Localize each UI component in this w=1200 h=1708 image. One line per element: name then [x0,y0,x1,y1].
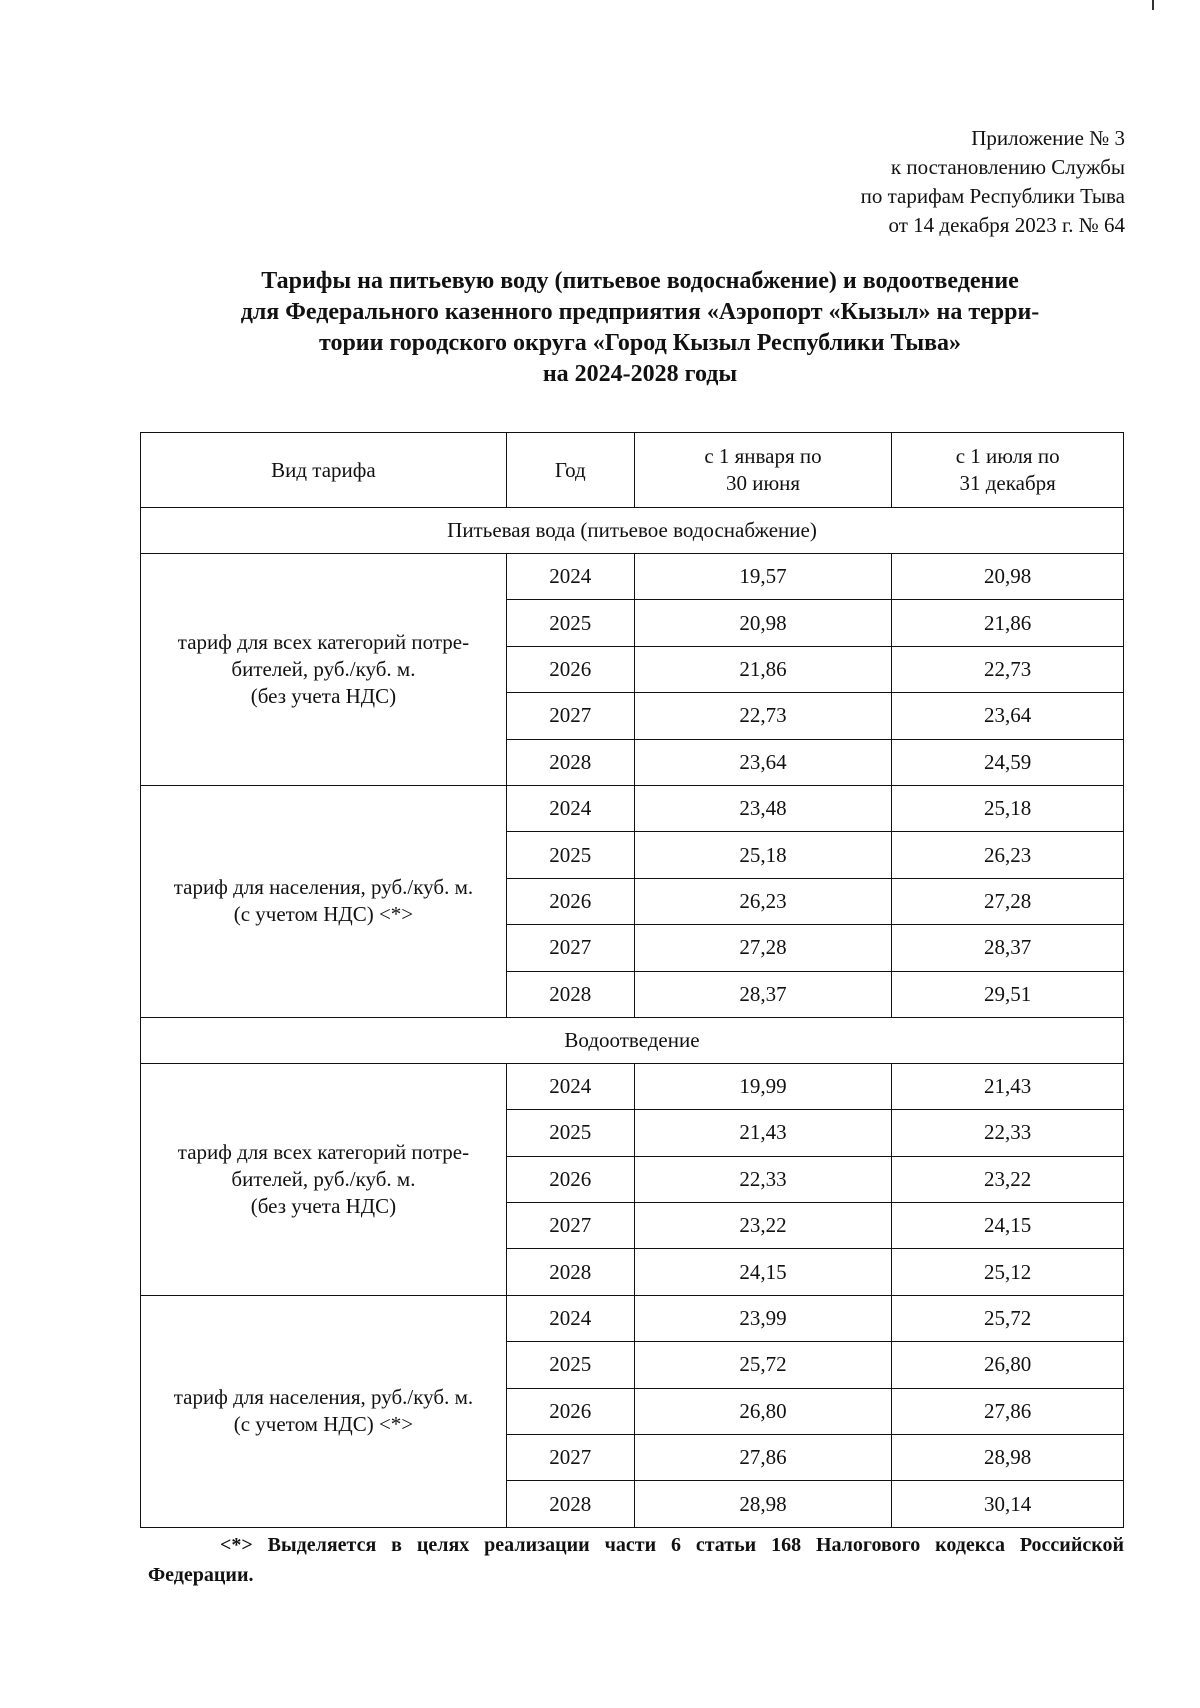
year-cell: 2025 [506,1110,634,1156]
second-half-value-cell: 29,51 [892,971,1124,1017]
document-title [120,266,1160,390]
first-half-value-cell: 20,98 [634,600,892,646]
year-cell: 2028 [506,739,634,785]
header-period-2-line: 31 декабря [959,471,1056,495]
second-half-value-cell: 24,15 [892,1203,1124,1249]
year-cell: 2027 [506,1203,634,1249]
header-period-1-line: с 1 января по [704,444,822,468]
scan-edge-mark [1152,0,1154,10]
appendix-line: к постановлению Службы [890,155,1125,179]
first-half-value-cell: 22,33 [634,1156,892,1202]
tariff-category-line: (без учета НДС) [250,1193,397,1218]
tariff-category-line: бителей, руб./куб. м. [231,656,416,681]
first-half-value-cell: 25,18 [634,832,892,878]
tariff-category-line: тариф для населения, руб./куб. м. [173,875,474,900]
second-half-value-cell: 26,23 [892,832,1124,878]
second-half-value-cell: 30,14 [892,1481,1124,1527]
first-half-value-cell: 25,72 [634,1342,892,1388]
second-half-value-cell: 22,73 [892,646,1124,692]
first-half-value-cell: 27,86 [634,1435,892,1481]
second-half-value-cell: 23,64 [892,693,1124,739]
year-cell: 2028 [506,1249,634,1295]
table-row [141,785,1124,831]
appendix-line: по тарифам Республики Тыва [860,184,1125,208]
second-half-value-cell: 21,43 [892,1063,1124,1109]
second-half-value-cell: 28,37 [892,925,1124,971]
tariff-category-line: (без учета НДС) [250,683,397,708]
year-cell: 2026 [506,646,634,692]
header-year: Год [506,433,634,508]
section-title: Питьевая вода (питьевое водоснабжение) [141,508,1124,554]
first-half-value-cell: 23,99 [634,1295,892,1341]
year-cell: 2025 [506,832,634,878]
year-cell: 2028 [506,971,634,1017]
title-line: Тарифы на питьевую воду (питьевое водоснабжение) и водоотведение [261,268,1019,294]
appendix-line: Приложение № 3 [971,126,1125,150]
year-cell: 2027 [506,693,634,739]
tariff-category-line: тариф для всех категорий потре- [177,629,470,654]
first-half-value-cell: 28,37 [634,971,892,1017]
second-half-value-cell: 22,33 [892,1110,1124,1156]
tariff-category-line: тариф для населения, руб./куб. м. [173,1385,474,1410]
year-cell: 2026 [506,1388,634,1434]
tariff-category-line: (с учетом НДС) <*> [233,1412,414,1437]
tariff-category-cell [141,1295,507,1527]
second-half-value-cell: 20,98 [892,554,1124,600]
second-half-value-cell: 23,22 [892,1156,1124,1202]
header-period-1 [634,433,892,508]
first-half-value-cell: 19,99 [634,1063,892,1109]
section-header-row [141,508,1124,554]
second-half-value-cell: 26,80 [892,1342,1124,1388]
first-half-value-cell: 28,98 [634,1481,892,1527]
tariff-category-cell [141,554,507,786]
year-cell: 2026 [506,878,634,924]
second-half-value-cell: 25,12 [892,1249,1124,1295]
first-half-value-cell: 24,15 [634,1249,892,1295]
second-half-value-cell: 28,98 [892,1435,1124,1481]
year-cell: 2024 [506,785,634,831]
appendix-header [861,124,1125,240]
first-half-value-cell: 26,23 [634,878,892,924]
year-cell: 2025 [506,600,634,646]
year-cell: 2027 [506,1435,634,1481]
table-row [141,554,1124,600]
second-half-value-cell: 27,86 [892,1388,1124,1434]
first-half-value-cell: 27,28 [634,925,892,971]
year-cell: 2024 [506,1063,634,1109]
header-period-1-line: 30 июня [725,471,801,495]
appendix-line: от 14 декабря 2023 г. № 64 [888,213,1125,237]
first-half-value-cell: 23,48 [634,785,892,831]
first-half-value-cell: 21,86 [634,646,892,692]
year-cell: 2028 [506,1481,634,1527]
second-half-value-cell: 25,18 [892,785,1124,831]
tariff-table [140,432,1124,1528]
header-tariff-type: Вид тарифа [141,433,507,508]
section-header-row [141,1017,1124,1063]
year-cell: 2027 [506,925,634,971]
year-cell: 2026 [506,1156,634,1202]
tariff-category-line: (с учетом НДС) <*> [233,902,414,927]
section-title: Водоотведение [141,1017,1124,1063]
second-half-value-cell: 21,86 [892,600,1124,646]
header-period-2 [892,433,1124,508]
title-line: для Федерального казенного предприятия «Аэропорт «Кызыл» на терри- [240,299,1040,325]
first-half-value-cell: 26,80 [634,1388,892,1434]
year-cell: 2024 [506,554,634,600]
title-line: на 2024-2028 годы [542,361,738,387]
tariff-category-line: тариф для всех категорий потре- [177,1139,470,1164]
table-row [141,1295,1124,1341]
tariff-category-cell [141,1063,507,1295]
tariff-category-cell [141,785,507,1017]
year-cell: 2024 [506,1295,634,1341]
first-half-value-cell: 23,64 [634,739,892,785]
table-header-row [141,433,1124,508]
tariff-category-line: бителей, руб./куб. м. [231,1166,416,1191]
header-period-2-line: с 1 июля по [955,444,1060,468]
year-cell: 2025 [506,1342,634,1388]
first-half-value-cell: 22,73 [634,693,892,739]
second-half-value-cell: 27,28 [892,878,1124,924]
footnote [148,1530,1124,1590]
table-row [141,1063,1124,1109]
second-half-value-cell: 25,72 [892,1295,1124,1341]
first-half-value-cell: 19,57 [634,554,892,600]
footnote-text: <*> Выделяется в целях реализации части 6 статьи 168 Налогового кодекса Российской Федерации. [148,1534,1124,1586]
first-half-value-cell: 23,22 [634,1203,892,1249]
first-half-value-cell: 21,43 [634,1110,892,1156]
second-half-value-cell: 24,59 [892,739,1124,785]
table-body [141,508,1124,1528]
title-line: тории городского округа «Город Кызыл Республики Тыва» [318,330,962,356]
